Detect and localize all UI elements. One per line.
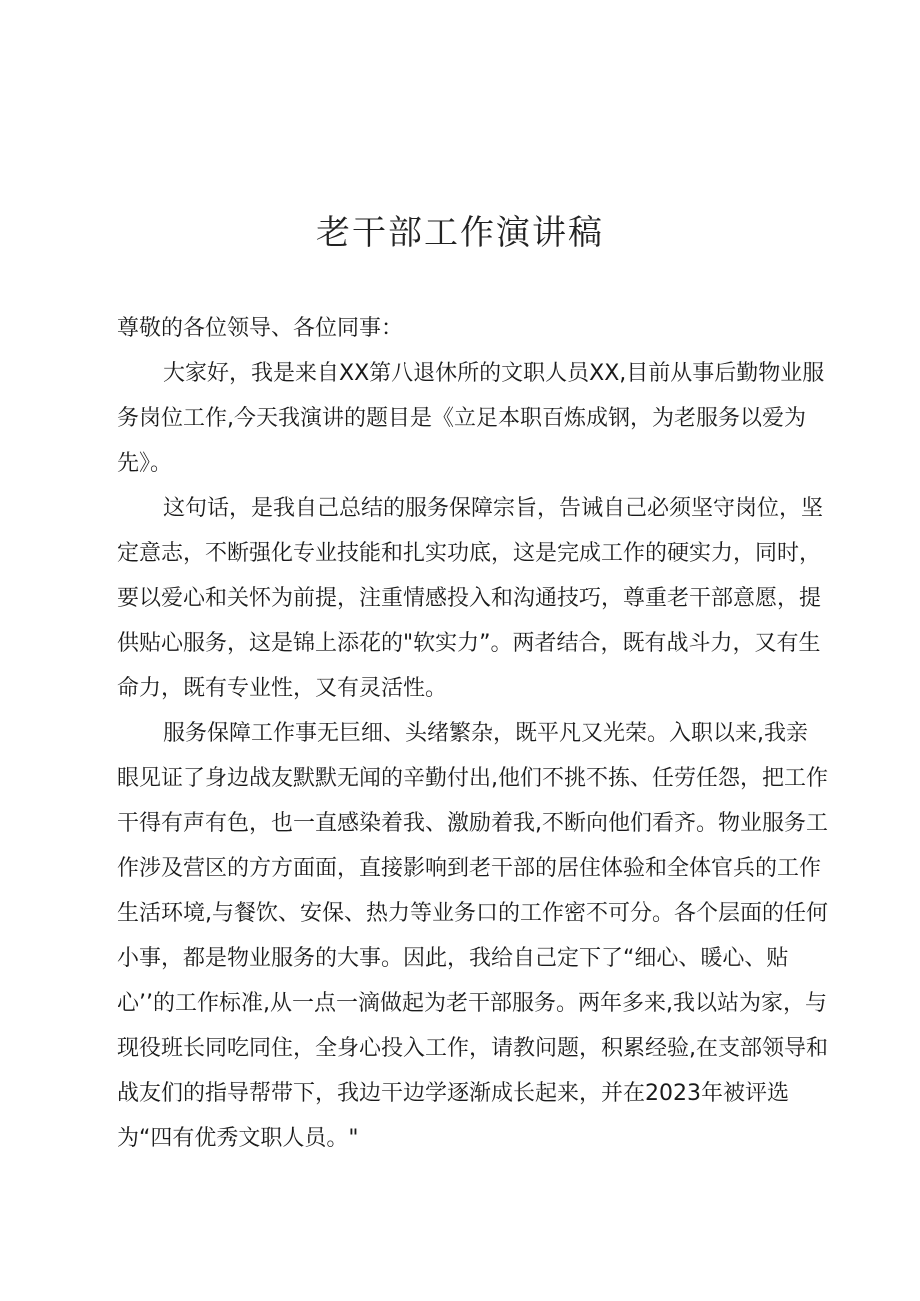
- paragraph-intro: 大家好，我是来自XX第八退休所的文职人员XX,目前从事后勤物业服务岗位工作,今天我演讲的题目是《立足本职百炼成钢，为老服务以爱为先》。: [117, 361, 825, 476]
- document-title: 老干部工作演讲稿: [316, 213, 604, 253]
- paragraph-motto: 这句话，是我自己总结的服务保障宗旨，告诫自己必须坚守岗位，坚定意志，不断强化专业技能和扎实功底，这是完成工作的硬实力，同时，要以爱心和关怀为前提，注重情感投入和沟通技巧，尊重老干部意愿，提供贴心服务，这是锦上添花的"软实力”。两者结合，既有战斗力，又有生命力，既有专业性，又有灵活性。: [117, 496, 824, 701]
- paragraph-service: 服务保障工作事无巨细、头绪繁杂，既平凡又光荣。入职以来,我亲眼见证了身边战友默默无闻的辛勤付出,他们不挑不拣、任劳任怨，把工作干得有声有色，也一直感染着我、激励着我,不断向他们看齐。物业服务工作涉及营区的方方面面，直接影响到老干部的居住体验和全体官兵的工作生活环境,与餐饮、安保、热力等业务口的工作密不可分。各个层面的任何小事，都是物业服务的大事。因此，我给自己定下了“细心、暖心、贴心’’的工作标准,从一点一滴做起为老干部服务。两年多来,我以站为家，与现役班长同吃同住，全身心投入工作，请教问题，积累经验,在支部领导和战友们的指导帮带下，我边干边学逐渐成长起来，并在2023年被评选为“四有优秀文职人员。": [117, 721, 828, 1151]
- salutation: 尊敬的各位领导、各位同事：: [117, 316, 404, 341]
- document-body: [117, 306, 829, 1161]
